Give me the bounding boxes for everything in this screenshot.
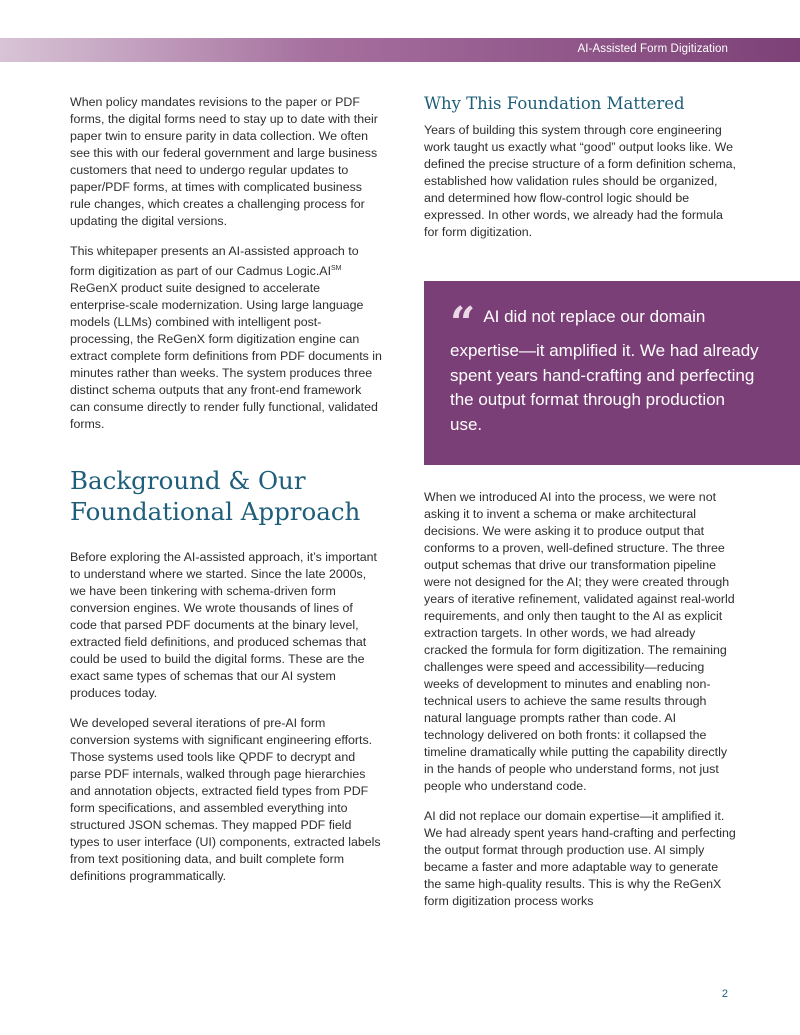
pull-quote — [424, 281, 800, 465]
left-column — [70, 94, 382, 898]
right-paragraph-1: Years of building this system through core engineering work taught us exactly what “good” output looks like. We defined the precise structure of a form definition schema, established how validation rules should be organized, and determined how flow-control logic should be expressed. In other words, we already had the formula for form digitization. — [424, 123, 736, 239]
left-paragraph-4: We developed several iterations of pre-AI form conversion systems with significant engineering efforts. Those systems used tools like QPDF to decrypt and parse PDF internals, walked through page hierarchies and annotation objects, extracted field types from PDF form specifications, and assembled everything into structured JSON schemas. They mapped PDF field types to user interface (UI) components, extracted labels from text positioning data, and built complete form definitions programmatically. — [70, 716, 381, 884]
right-column-lower — [424, 489, 736, 923]
section-title-foundation: Why This Foundation Mattered — [424, 94, 685, 113]
left-paragraph-2-end: ReGenX product suite designed to accelerate enterprise-scale modernization. Using large language models (LLMs) combined with intelligent post-processing, the ReGenX form digitization engine can extract complete form definitions from PDF documents in minutes rather than weeks. The system produces three distinct schema outputs that any front-end framework can consume directly to render fully functional, validated forms. — [70, 281, 382, 432]
quote-mark-icon: “ — [450, 298, 476, 349]
right-column — [424, 94, 736, 254]
left-paragraph-3: Before exploring the AI-assisted approach, it’s important to understand where we started. Since the late 2000s, we have been tinkering with schema-driven form conversion engines. We wrote thousands of lines of code that parsed PDF documents at the binary level, extracted field definitions, and produced schemas that could be used to build the digital forms. These are the exact same types of schemas that our AI system produces today. — [70, 550, 377, 701]
pull-quote-text — [450, 298, 760, 437]
left-paragraph-2-start: This whitepaper presents an AI-assisted approach to form digitization as part of our Cadmus Logic.AI — [70, 244, 359, 279]
left-paragraph-1: When policy mandates revisions to the paper or PDF forms, the digital forms need to stay up to date with their paper twin to ensure parity in data collection. We often see this with our federal government and large business customers that need to undergo regular updates to paper/PDF forms, at times with complicated business rule changes, which creates a challenging process for updating the digital versions. — [70, 95, 378, 228]
page-number: 2 — [721, 988, 728, 1000]
pull-quote-body: AI did not replace our domain expertise—it amplified it. We had already spent years hand-crafting and perfecting the output format through production use. — [450, 307, 759, 434]
service-mark: SM — [331, 265, 342, 272]
left-paragraph-2 — [70, 243, 382, 433]
section-title-background: Background & Our Foundational Approach — [70, 466, 361, 527]
right-paragraph-2: When we introduced AI into the process, we were not asking it to invent a schema or make architectural decisions. We were asking it to produce output that conforms to a proven, well-defined structure. The three output schemas that drive our transformation pipeline were not designed for the AI; they were created through years of iterative refinement, validated against real-world requirements, and only then taught to the AI as explicit extraction targets. In other words, we had already cracked the formula for form digitization. The remaining challenges were speed and accessibility—reducing weeks of development to minutes and enabling non-technical users to achieve the same results through natural language prompts rather than code. AI technology delivered on both fronts: it collapsed the timeline dramatically while putting the capability directly in the hands of people who understand forms, not just people who understand code. — [424, 490, 735, 793]
header-title: AI-Assisted Form Digitization — [577, 43, 728, 55]
right-paragraph-3: AI did not replace our domain expertise—it amplified it. We had already spent years hand-crafting and perfecting the output format through production use. AI simply became a faster and more adaptable way to generate the same high-quality results. This is why the ReGenX form digitization process works — [424, 809, 736, 908]
header-band — [0, 38, 800, 62]
